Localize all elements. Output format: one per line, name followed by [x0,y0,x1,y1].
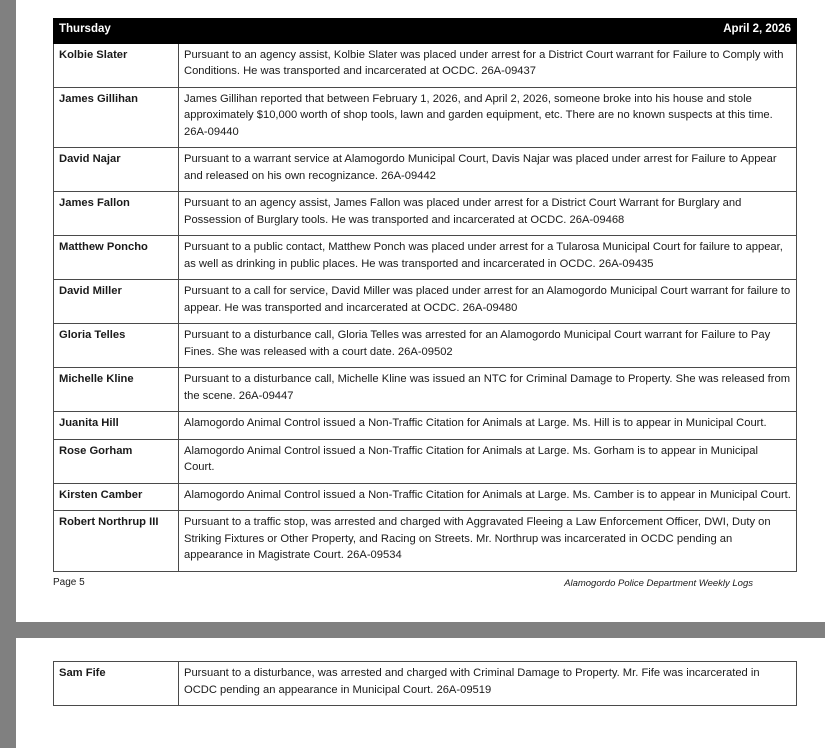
incident-description: Pursuant to a public contact, Matthew Ponch was placed under arrest for a Tularosa Municipal Court for failure to appear, as well as drinking in public places. He was transported and incarcerated in OCDC. 26A-09435 [179,236,797,280]
person-name: Kirsten Camber [54,483,179,511]
incident-description: Alamogordo Animal Control issued a Non-Traffic Citation for Animals at Large. Ms. Hill is to appear in Municipal Court. [179,412,797,440]
day-label: Thursday [54,19,179,44]
table-row [54,368,797,412]
weekly-log-table [53,18,797,572]
person-name: Gloria Telles [54,324,179,368]
person-name: Robert Northrup III [54,511,179,572]
person-name: Sam Fife [54,662,179,706]
person-name: Juanita Hill [54,412,179,440]
table-row [54,412,797,440]
table-row [54,236,797,280]
document-page-6 [16,638,825,748]
person-name: James Fallon [54,192,179,236]
table-row [54,148,797,192]
person-name: David Miller [54,280,179,324]
incident-description: Pursuant to an agency assist, James Fallon was placed under arrest for a District Court Warrant for Burglary and Possession of Burglary tools. He was transported and incarcerated at OCDC. 26A-09468 [179,192,797,236]
day-header-row [54,19,797,44]
table-row [54,43,797,87]
incident-description: Pursuant to a warrant service at Alamogordo Municipal Court, Davis Najar was placed under arrest for Failure to Appear and released on his own recognizance. 26A-09442 [179,148,797,192]
table-row [54,324,797,368]
table-row [54,662,797,706]
person-name: Rose Gorham [54,439,179,483]
incident-description: Alamogordo Animal Control issued a Non-Traffic Citation for Animals at Large. Ms. Gorham is to appear in Municipal Court. [179,439,797,483]
document-page-5 [16,0,825,622]
table-row [54,192,797,236]
incident-description: Pursuant to a disturbance call, Gloria Telles was arrested for an Alamogordo Municipal Court warrant for Failure to Pay Fines. She was released with a court date. 26A-09502 [179,324,797,368]
person-name: Kolbie Slater [54,43,179,87]
incident-description: Pursuant to a traffic stop, was arrested and charged with Aggravated Fleeing a Law Enforcement Officer, DWI, Duty on Striking Fixtures or Other Property, and Racing on Streets. Mr. Northrup was incarcerated in OCDC pending an appearance in Magistrate Court. 26A-09534 [179,511,797,572]
table-row [54,511,797,572]
date-label: April 2, 2026 [179,19,797,44]
person-name: James Gillihan [54,87,179,148]
incident-description: Pursuant to an agency assist, Kolbie Slater was placed under arrest for a District Court warrant for Failure to Comply with Conditions. He was transported and incarcerated at OCDC. 26A-09437 [179,43,797,87]
incident-description: James Gillihan reported that between February 1, 2026, and April 2, 2026, someone broke into his house and stole approximately $10,000 worth of shop tools, lawn and garden equipment, etc. There are no known suspects at this time. 26A-09440 [179,87,797,148]
table-row [54,280,797,324]
weekly-log-table-continued [53,661,797,706]
person-name: Matthew Poncho [54,236,179,280]
incident-description: Pursuant to a disturbance call, Michelle Kline was issued an NTC for Criminal Damage to Property. She was released from the scene. 26A-09447 [179,368,797,412]
table-row [54,483,797,511]
table-row [54,439,797,483]
person-name: Michelle Kline [54,368,179,412]
table-row [54,87,797,148]
incident-description: Alamogordo Animal Control issued a Non-Traffic Citation for Animals at Large. Ms. Camber is to appear in Municipal Court. [179,483,797,511]
document-footer-title: Alamogordo Police Department Weekly Logs [564,578,753,589]
person-name: David Najar [54,148,179,192]
incident-description: Pursuant to a call for service, David Miller was placed under arrest for an Alamogordo Municipal Court warrant for failure to appear. He was transported and incarcerated at OCDC. 26A-09480 [179,280,797,324]
page-number: Page 5 [53,577,85,588]
incident-description: Pursuant to a disturbance, was arrested and charged with Criminal Damage to Property. Mr. Fife was incarcerated in OCDC pending an appearance in Municipal Court. 26A-09519 [179,662,797,706]
